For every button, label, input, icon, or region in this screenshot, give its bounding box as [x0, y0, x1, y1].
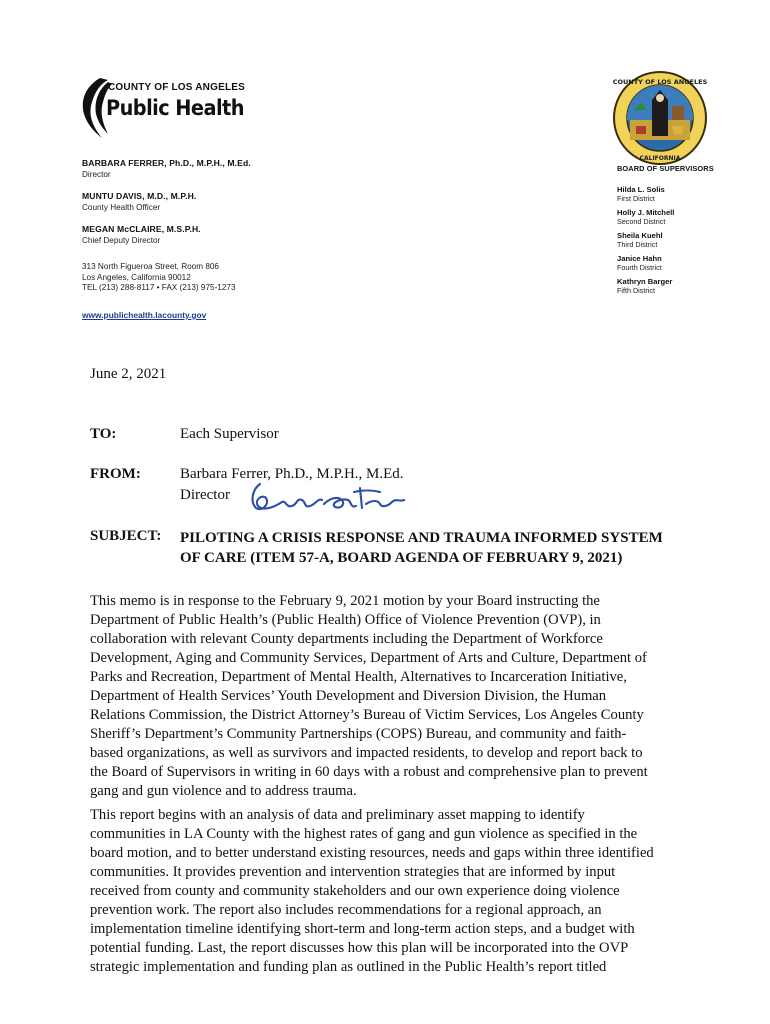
website-link[interactable]: www.publichealth.lacounty.gov: [82, 310, 207, 320]
paragraph-line: collaboration with relevant County departments including the Department of Workforce: [90, 631, 603, 647]
official-title: County Health Officer: [82, 203, 161, 212]
supervisor-entry: [617, 208, 727, 226]
from-label: FROM:: [90, 466, 141, 482]
svg-text:CALIFORNIA: CALIFORNIA: [639, 155, 681, 162]
county-seal-icon: [612, 70, 708, 166]
paragraph-line: received from county and community stakeholders and our own experience doing violence: [90, 883, 620, 899]
body-paragraph-1: [90, 592, 690, 801]
address-line: 313 North Figueroa Street, Room 806: [82, 262, 219, 271]
supervisor-name: Holly J. Mitchell: [617, 208, 675, 217]
board-heading: BOARD OF SUPERVISORS: [617, 164, 714, 173]
subject-label: SUBJECT:: [90, 528, 162, 544]
body-paragraph-2: [90, 806, 690, 977]
paragraph-line: Department of Public Health’s (Public Health) Office of Violence Prevention (OVP), in: [90, 612, 601, 628]
paragraph-line: Sheriff’s Department’s Community Partnerships (COPS) Bureau, and community and faith-: [90, 726, 627, 742]
handwritten-signature: [242, 478, 412, 518]
to-value: Each Supervisor: [180, 426, 279, 442]
phone-fax-line: TEL (213) 288-8117 • FAX (213) 975-1273: [82, 283, 236, 292]
department-name: Public Health: [106, 96, 244, 120]
paragraph-line: This memo is in response to the February 9, 2021 motion by your Board instructing the: [90, 593, 600, 609]
supervisor-district: Second District: [617, 217, 666, 226]
address-line: Los Angeles, California 90012: [82, 272, 191, 282]
paragraph-line: communities in LA County with the highest rates of gang and gun violence as specified in the: [90, 826, 638, 842]
supervisor-name: Sheila Kuehl: [617, 231, 663, 240]
supervisor-district: Fourth District: [617, 263, 662, 272]
officials-list: [82, 158, 402, 257]
subject-line: OF CARE (ITEM 57-A, BOARD AGENDA OF FEBRUARY 9, 2021): [180, 550, 623, 566]
supervisor-entry: [617, 185, 727, 203]
paragraph-line: the Board of Supervisors in writing in 60 days with a robust and comprehensive plan to prevent: [90, 764, 648, 780]
paragraph-line: potential funding. Last, the report discusses how this plan will be incorporated into the OVP: [90, 940, 629, 956]
official-name: MUNTU DAVIS, M.D., M.P.H.: [82, 191, 197, 201]
official-title: Chief Deputy Director: [82, 236, 161, 245]
svg-text:COUNTY OF LOS ANGELES: COUNTY OF LOS ANGELES: [612, 78, 708, 86]
office-address: [82, 262, 236, 294]
to-label: TO:: [90, 426, 117, 442]
subject-text: [180, 528, 700, 568]
paragraph-line: strategic implementation and funding plan as outlined in the Public Health’s report titled: [90, 959, 607, 975]
supervisor-district: Fifth District: [617, 286, 655, 295]
supervisor-entry: [617, 231, 727, 249]
paragraph-line: prevention work. The report also includes recommendations for a regional approach, an: [90, 902, 602, 918]
public-health-logo: [78, 76, 278, 140]
memo-date: June 2, 2021: [90, 366, 167, 382]
paragraph-line: This report begins with an analysis of data and preliminary asset mapping to identify: [90, 807, 585, 823]
paragraph-line: board motion, and to better understand existing resources, needs and gaps within three identified: [90, 845, 654, 861]
official-health-officer: [82, 191, 402, 212]
official-name: MEGAN McCLAIRE, M.S.P.H.: [82, 224, 201, 234]
supervisor-name: Janice Hahn: [617, 254, 662, 263]
supervisor-name: Kathryn Barger: [617, 277, 673, 286]
supervisor-district: First District: [617, 194, 655, 203]
official-chief-deputy: [82, 224, 402, 245]
paragraph-line: based organizations, as well as survivors and impacted residents, to develop and report back to: [90, 745, 643, 761]
subject-line: PILOTING A CRISIS RESPONSE AND TRAUMA INFORMED SYSTEM: [180, 530, 663, 546]
supervisor-entry: [617, 254, 727, 272]
paragraph-line: gang and gun violence and to address trauma.: [90, 783, 357, 799]
paragraph-line: Department of Health Services’ Youth Development and Diversion Division, the Human: [90, 688, 607, 704]
official-director: [82, 158, 402, 179]
paragraph-line: Development, Aging and Community Services, Department of Arts and Culture, Department of: [90, 650, 647, 666]
from-title: Director: [180, 487, 230, 503]
official-name: BARBARA FERRER, Ph.D., M.P.H., M.Ed.: [82, 158, 251, 168]
supervisor-district: Third District: [617, 240, 658, 249]
county-name: COUNTY OF LOS ANGELES: [108, 82, 245, 93]
board-of-supervisors: [617, 164, 727, 300]
paragraph-line: implementation timeline identifying short-term and long-term action steps, and a budget with: [90, 921, 635, 937]
paragraph-line: Parks and Recreation, Department of Mental Health, Alternatives to Incarceration Initiative,: [90, 669, 627, 685]
paragraph-line: Relations Commission, the District Attorney’s Bureau of Victim Services, Los Angeles County: [90, 707, 644, 723]
supervisor-entry: [617, 277, 727, 295]
from-name: Barbara Ferrer, Ph.D., M.P.H., M.Ed.: [180, 466, 404, 482]
paragraph-line: communities. It provides prevention and intervention strategies that are informed by input: [90, 864, 616, 880]
official-title: Director: [82, 170, 111, 179]
supervisor-name: Hilda L. Solis: [617, 185, 665, 194]
